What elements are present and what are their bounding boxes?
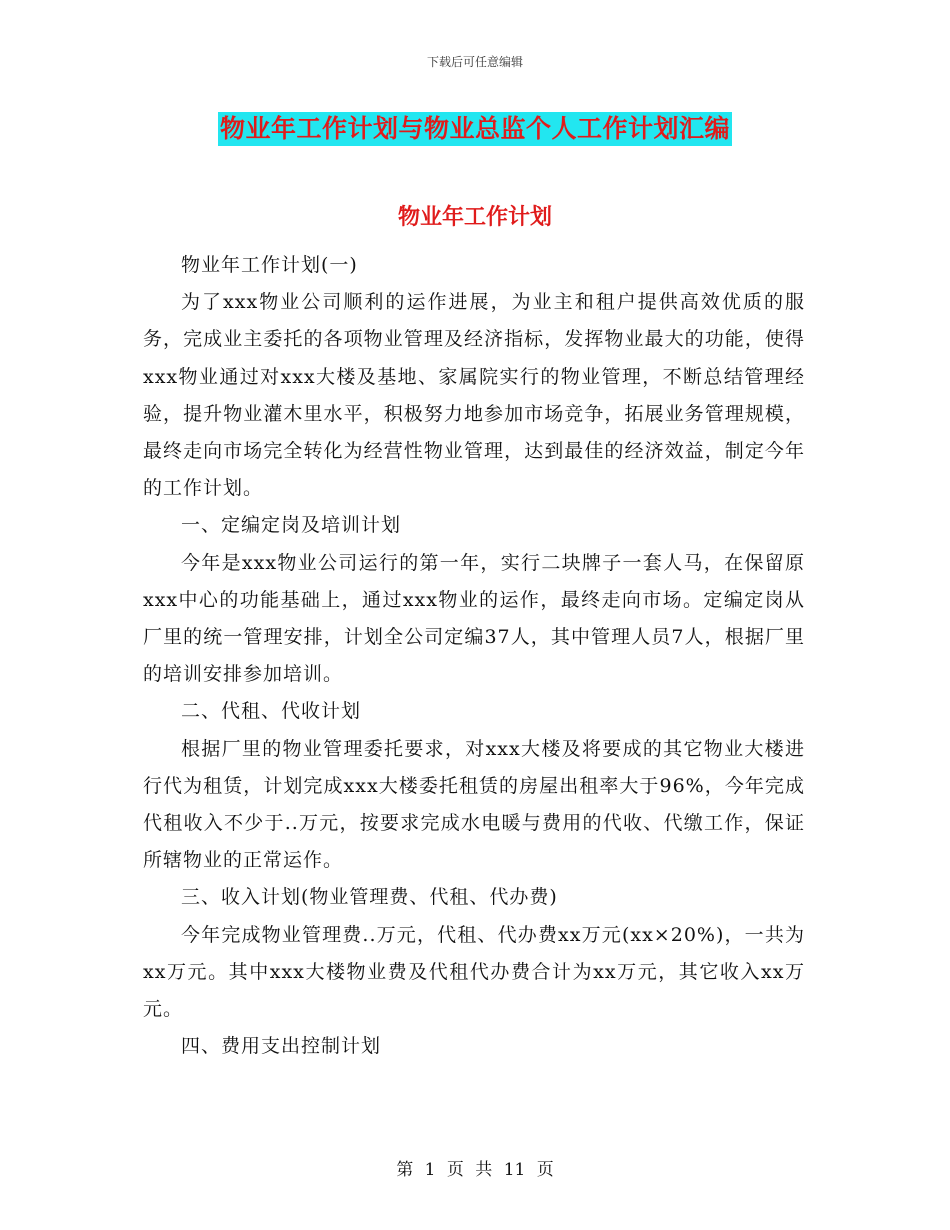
paragraph: 根据厂里的物业管理委托要求，对xxx大楼及将要成的其它物业大楼进行代为租赁，计划完成xxx大楼委托租赁的房屋出租率大于96%，今年完成代租收入不少于..万元，按要求完成水电暖与费用的代收、代缴工作，保证所辖物业的正常运作。 — [143, 737, 805, 872]
paragraph-heading: 三、收入计划(物业管理费、代租、代办费) — [181, 886, 558, 909]
paragraph-heading: 二、代租、代收计划 — [181, 700, 362, 723]
page-footer: 第 1 页 共 11 页 — [396, 1160, 554, 1180]
document-title-text: 物业年工作计划与物业总监个人工作计划汇编 — [218, 112, 732, 146]
document-body — [143, 247, 805, 1065]
header-note: 下载后可任意编辑 — [426, 55, 523, 69]
section-title: 物业年工作计划 — [397, 204, 552, 230]
document-title — [0, 112, 950, 146]
paragraph: 今年是xxx物业公司运行的第一年，实行二块牌子一套人马，在保留原xxx中心的功能基础上，通过xxx物业的运作，最终走向市场。定编定岗从厂里的统一管理安排，计划全公司定编37人，其中管理人员7人，根据厂里的培训安排参加培训。 — [143, 551, 805, 686]
paragraph-heading: 四、费用支出控制计划 — [181, 1035, 382, 1058]
paragraph: 今年完成物业管理费..万元，代租、代办费xx万元(xx×20%)，一共为xx万元。其中xxx大楼物业费及代租代办费合计为xx万元，其它收入xx万元。 — [143, 923, 805, 1021]
paragraph-subtitle: 物业年工作计划(一) — [181, 254, 358, 276]
paragraph: 为了xxx物业公司顺利的运作进展，为业主和租户提供高效优质的服务，完成业主委托的各项物业管理及经济指标，发挥物业最大的功能，使得xxx物业通过对xxx大楼及基地、家属院实行的物业管理，不断总结管理经验，提升物业灌木里水平，积极努力地参加市场竞争，拓展业务管理规模，最终走向市场完全转化为经营性物业管理，达到最佳的经济效益，制定今年的工作计划。 — [143, 291, 805, 500]
paragraph-heading: 一、定编定岗及培训计划 — [181, 514, 402, 537]
